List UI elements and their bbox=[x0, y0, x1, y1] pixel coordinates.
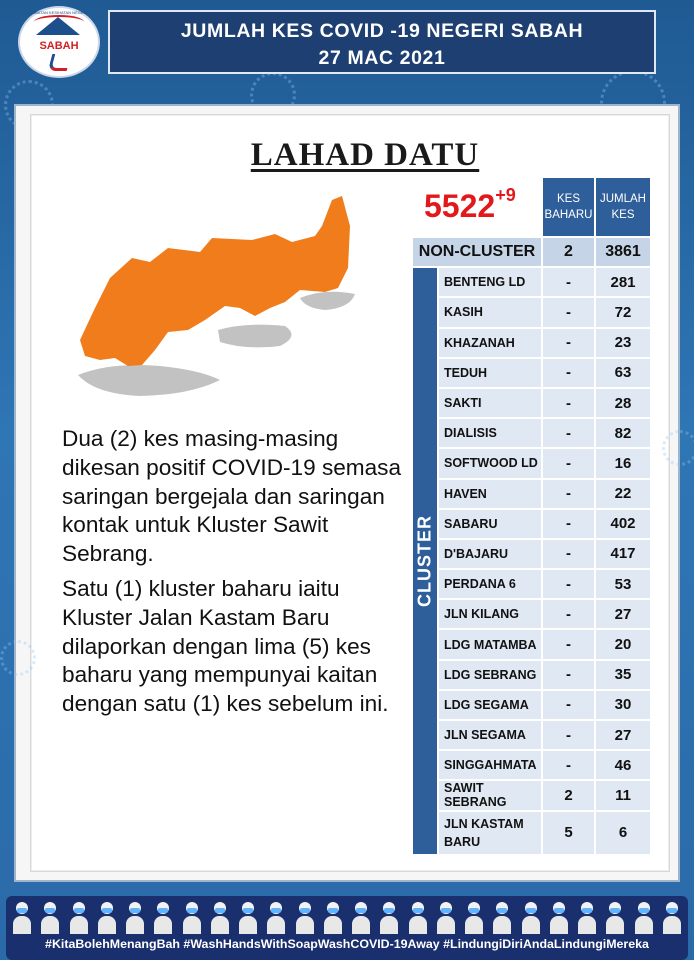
header-date: 27 MAC 2021 bbox=[318, 47, 446, 69]
header-title: JUMLAH KES COVID -19 NEGERI SABAH bbox=[180, 20, 584, 42]
cluster-name: KHAZANAH bbox=[439, 329, 541, 357]
cluster-name: HAVEN bbox=[439, 480, 541, 508]
total-cases: 5522 bbox=[424, 188, 496, 224]
cluster-name: SOFTWOOD LD bbox=[439, 449, 541, 477]
frontliner-icon bbox=[153, 898, 173, 936]
cluster-total-cases: 63 bbox=[596, 359, 650, 387]
frontliner-icon bbox=[408, 898, 428, 936]
table-row bbox=[413, 540, 650, 568]
cluster-total-cases: 27 bbox=[596, 600, 650, 628]
news-paragraph: Dua (2) kes masing-masing dikesan positif COVID-19 semasa saringan bergejala dan saringan kontak untuk Kluster Sawit Sebrang. bbox=[62, 426, 402, 567]
frontliner-icon bbox=[492, 898, 512, 936]
cluster-total-cases: 35 bbox=[596, 661, 650, 689]
cluster-new-cases: - bbox=[543, 540, 594, 568]
frontliner-icon bbox=[210, 898, 230, 936]
cluster-new-cases: - bbox=[543, 510, 594, 538]
table-row bbox=[413, 630, 650, 658]
cluster-new-cases: 2 bbox=[543, 781, 594, 809]
col-header-total: JUMLAH KES bbox=[596, 178, 650, 236]
cluster-name: JLN KILANG bbox=[439, 600, 541, 628]
cluster-name: BENTENG LD bbox=[439, 268, 541, 296]
news-text bbox=[62, 425, 407, 725]
cluster-total-cases: 11 bbox=[596, 781, 650, 809]
cluster-name: KASIH bbox=[439, 298, 541, 326]
cluster-total-cases: 53 bbox=[596, 570, 650, 598]
cluster-name: PERDANA 6 bbox=[439, 570, 541, 598]
table-row bbox=[413, 600, 650, 628]
frontliner-icon bbox=[323, 898, 343, 936]
frontliner-icon bbox=[379, 898, 399, 936]
cluster-name: D'BAJARU bbox=[439, 540, 541, 568]
cluster-total-cases: 6 bbox=[596, 812, 650, 854]
frontliner-icon bbox=[605, 898, 625, 936]
cluster-new-cases: - bbox=[543, 570, 594, 598]
header-spacer bbox=[439, 178, 541, 236]
table-row bbox=[413, 359, 650, 387]
cluster-total-cases: 30 bbox=[596, 691, 650, 719]
table-header-row bbox=[413, 178, 650, 236]
frontliner-icon bbox=[549, 898, 569, 936]
non-cluster-new: 2 bbox=[543, 238, 594, 266]
cluster-new-cases: - bbox=[543, 600, 594, 628]
footer-banner bbox=[6, 896, 688, 960]
cluster-new-cases: - bbox=[543, 298, 594, 326]
logo-swoosh-icon bbox=[48, 54, 72, 71]
non-cluster-label: NON-CLUSTER bbox=[413, 238, 541, 266]
cluster-table bbox=[411, 176, 652, 856]
frontliner-icon bbox=[436, 898, 456, 936]
frontliner-icon bbox=[295, 898, 315, 936]
table-row bbox=[413, 510, 650, 538]
cluster-group-label bbox=[413, 268, 437, 853]
table-row bbox=[413, 298, 650, 326]
cluster-new-cases: - bbox=[543, 449, 594, 477]
district-map bbox=[70, 190, 370, 405]
cluster-new-cases: 5 bbox=[543, 812, 594, 854]
table-row bbox=[413, 389, 650, 417]
cluster-name: LDG SEBRANG bbox=[439, 661, 541, 689]
virus-decoration bbox=[662, 430, 694, 466]
non-cluster-row bbox=[413, 238, 650, 266]
frontliner-icon bbox=[69, 898, 89, 936]
table-row bbox=[413, 721, 650, 749]
logo-text: SABAH bbox=[39, 40, 79, 52]
cluster-name: DIALISIS bbox=[439, 419, 541, 447]
table-row bbox=[413, 751, 650, 779]
frontliner-icon bbox=[634, 898, 654, 936]
frontliner-icon bbox=[577, 898, 597, 936]
table-row bbox=[413, 781, 650, 809]
frontliner-figures bbox=[12, 898, 682, 936]
district-title: LAHAD DATU bbox=[250, 137, 480, 173]
cluster-new-cases: - bbox=[543, 751, 594, 779]
header-spacer bbox=[413, 178, 437, 236]
frontliner-icon bbox=[125, 898, 145, 936]
table-row bbox=[413, 449, 650, 477]
frontliner-icon bbox=[12, 898, 32, 936]
cluster-total-cases: 22 bbox=[596, 480, 650, 508]
cluster-name: SAWIT SEBRANG bbox=[439, 781, 541, 809]
header-banner bbox=[108, 10, 656, 74]
cluster-total-cases: 20 bbox=[596, 630, 650, 658]
frontliner-icon bbox=[266, 898, 286, 936]
sabah-health-logo bbox=[18, 6, 100, 78]
cluster-label-text: CLUSTER bbox=[414, 514, 435, 607]
cluster-new-cases: - bbox=[543, 691, 594, 719]
new-cases-badge: +9 bbox=[495, 185, 516, 206]
cluster-total-cases: 82 bbox=[596, 419, 650, 447]
cluster-new-cases: - bbox=[543, 480, 594, 508]
cluster-total-cases: 28 bbox=[596, 389, 650, 417]
cluster-total-cases: 23 bbox=[596, 329, 650, 357]
cluster-new-cases: - bbox=[543, 419, 594, 447]
cluster-total-cases: 27 bbox=[596, 721, 650, 749]
cluster-total-cases: 417 bbox=[596, 540, 650, 568]
cluster-total-cases: 402 bbox=[596, 510, 650, 538]
cluster-new-cases: - bbox=[543, 359, 594, 387]
cluster-name: LDG SEGAMA bbox=[439, 691, 541, 719]
frontliner-icon bbox=[521, 898, 541, 936]
frontliner-icon bbox=[182, 898, 202, 936]
cluster-total-cases: 46 bbox=[596, 751, 650, 779]
news-paragraph: Satu (1) kluster baharu iaitu Kluster Jalan Kastam Baru dilaporkan dengan lima (5) kes baharu yang mempunyai kaitan dengan satu (1) kes sebelum ini. bbox=[62, 575, 389, 717]
footer-hashtags: #KitaBolehMenangBah #WashHandsWithSoapWashCOVID-19Away #LindungiDiriAndaLindungiMereka bbox=[45, 937, 649, 951]
table-row bbox=[413, 691, 650, 719]
cluster-name: LDG MATAMBA bbox=[439, 630, 541, 658]
cluster-name: JLN KASTAM BARU bbox=[439, 812, 541, 854]
frontliner-icon bbox=[464, 898, 484, 936]
cluster-new-cases: - bbox=[543, 389, 594, 417]
cluster-name: JLN SEGAMA bbox=[439, 721, 541, 749]
cluster-total-cases: 72 bbox=[596, 298, 650, 326]
table-row bbox=[413, 812, 650, 854]
cluster-name: SINGGAHMATA bbox=[439, 751, 541, 779]
cluster-new-cases: - bbox=[543, 721, 594, 749]
table-row bbox=[413, 570, 650, 598]
table-row bbox=[413, 480, 650, 508]
frontliner-icon bbox=[97, 898, 117, 936]
cluster-name: SABARU bbox=[439, 510, 541, 538]
frontliner-icon bbox=[351, 898, 371, 936]
virus-decoration bbox=[0, 640, 36, 676]
table-row bbox=[413, 268, 650, 296]
frontliner-icon bbox=[238, 898, 258, 936]
cluster-name: SAKTI bbox=[439, 389, 541, 417]
table-row bbox=[413, 419, 650, 447]
frontliner-icon bbox=[662, 898, 682, 936]
col-header-new: KES BAHARU bbox=[543, 178, 594, 236]
table-row bbox=[413, 661, 650, 689]
logo-tagline: JABATAN KESIHATAN NEGERI bbox=[30, 10, 88, 15]
cluster-new-cases: - bbox=[543, 268, 594, 296]
mountain-icon bbox=[36, 17, 80, 35]
cluster-new-cases: - bbox=[543, 661, 594, 689]
cluster-name: TEDUH bbox=[439, 359, 541, 387]
cluster-new-cases: - bbox=[543, 630, 594, 658]
cluster-new-cases: - bbox=[543, 329, 594, 357]
cluster-total-cases: 281 bbox=[596, 268, 650, 296]
lahad-datu-shape bbox=[80, 196, 350, 366]
table-row bbox=[413, 329, 650, 357]
frontliner-icon bbox=[40, 898, 60, 936]
non-cluster-total: 3861 bbox=[596, 238, 650, 266]
cluster-total-cases: 16 bbox=[596, 449, 650, 477]
